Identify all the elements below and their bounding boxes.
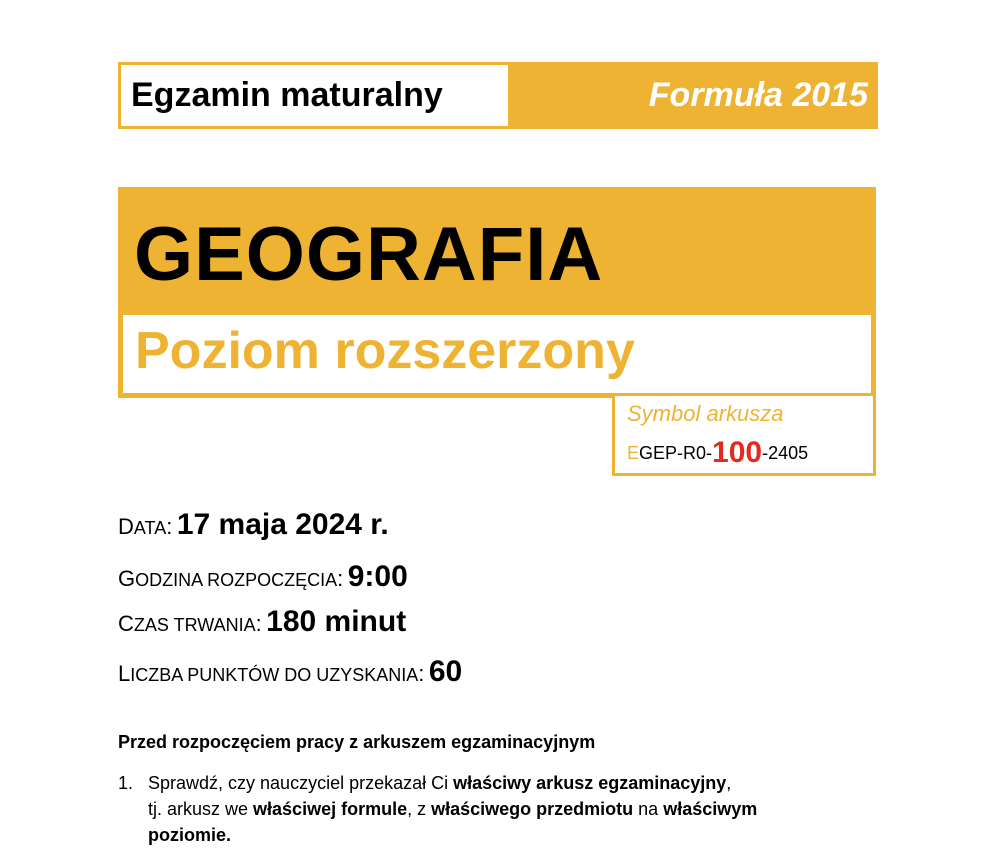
info-date-label-cap: D [118, 514, 134, 539]
exam-header-title: Egzamin maturalny [131, 76, 443, 114]
sheet-symbol-inner [615, 396, 873, 473]
info-date-label-rest: ATA [133, 518, 167, 538]
info-start-time-label-colon: : [337, 566, 344, 591]
info-start-time-value: 9:00 [347, 560, 408, 593]
info-date-label [118, 514, 172, 539]
sheet-symbol-code-suffix: -2405 [762, 443, 809, 463]
sheet-symbol-code [627, 436, 808, 470]
info-start-time [118, 560, 408, 594]
info-start-time-label-rest: ODZINA ROZPOCZĘCIA [135, 570, 338, 590]
list-item-text-part: , z [407, 799, 432, 819]
subject-level: Poziom rozszerzony [135, 322, 635, 380]
sheet-symbol-label: Symbol arkusza [627, 401, 784, 426]
sheet-symbol-code-first-letter: E [627, 443, 640, 463]
exam-formula: Formuła 2015 [648, 76, 868, 114]
info-duration-value: 180 minut [266, 605, 407, 638]
info-points-label-cap: L [118, 661, 131, 686]
list-item-number: 1. [118, 773, 134, 793]
info-duration-label-cap: C [118, 611, 134, 636]
list-item-text-bold: właściwej formule [253, 799, 408, 819]
list-item-text-part: na [633, 799, 664, 819]
list-item-text-bold: właściwy arkusz egzaminacyjny [453, 773, 727, 793]
list-item-text-bold: właściwego przedmiotu [431, 799, 634, 819]
sheet-symbol-box [612, 396, 876, 476]
list-item-text-part: , [726, 773, 732, 793]
info-date [118, 508, 389, 542]
exam-header-title-box [121, 65, 508, 126]
sheet-symbol-code-prefix: GEP-R0- [639, 443, 713, 463]
info-points-value: 60 [428, 655, 463, 688]
info-start-time-label-cap: G [118, 566, 136, 591]
info-points-label [118, 661, 424, 686]
list-item-text-bold: właściwym [663, 799, 758, 819]
info-duration-label [118, 611, 262, 636]
instructions-heading: Przed rozpoczęciem pracy z arkuszem egzaminacyjnym [118, 732, 596, 752]
subject-level-box [123, 315, 871, 393]
info-date-value: 17 maja 2024 r. [176, 508, 389, 541]
info-points-label-colon: : [418, 661, 425, 686]
info-start-time-label [118, 566, 343, 591]
subject-block [118, 187, 876, 398]
list-item-text-part: tj. arkusz we [148, 799, 254, 819]
list-item-text-bold: poziomie. [148, 825, 232, 845]
info-duration-label-rest: ZAS TRWANIA [133, 615, 256, 635]
list-item-text [148, 770, 868, 848]
sheet-symbol-code-highlight: 100 [712, 436, 763, 469]
exam-header-bar [118, 62, 878, 129]
info-date-label-colon: : [166, 514, 173, 539]
list-item-text-part: Sprawdź, czy nauczyciel przekazał Ci [148, 773, 454, 793]
info-points-label-rest: ICZBA PUNKTÓW DO UZYSKANIA [130, 665, 419, 685]
subject-title: GEOGRAFIA [134, 212, 604, 297]
info-duration-label-colon: : [255, 611, 262, 636]
info-duration [118, 605, 406, 639]
info-points [118, 655, 462, 689]
